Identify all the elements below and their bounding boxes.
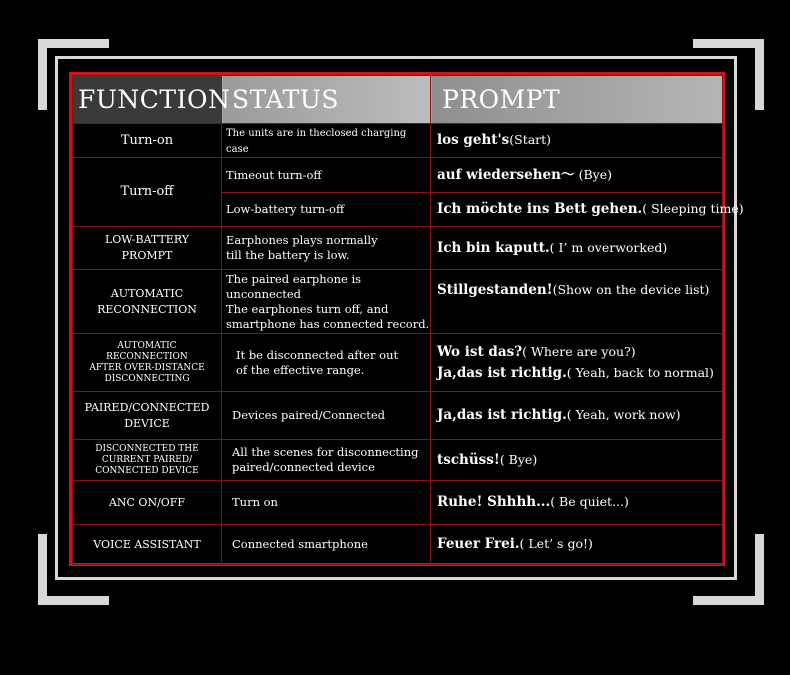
- status-line: till the battery is low.: [226, 248, 350, 262]
- function-line: PAIRED/CONNECTED: [84, 400, 210, 414]
- function-cell: [73, 334, 222, 392]
- prompt-cell: [431, 392, 723, 440]
- status-cell: [222, 334, 431, 392]
- prompt-cell: [431, 158, 723, 193]
- table-row: [73, 158, 723, 193]
- status-cell: [222, 270, 431, 334]
- function-cell: [73, 270, 222, 334]
- status-cell: Low-battery turn-off: [222, 193, 431, 227]
- table-row: [73, 392, 723, 440]
- prompt-cell: [431, 270, 723, 334]
- status-cell: Devices paired/Connected: [222, 392, 431, 440]
- status-cell: [222, 124, 431, 158]
- prompt-german: Stillgestanden!: [437, 282, 553, 298]
- prompt-german: los geht's: [437, 132, 510, 148]
- prompt-german: tschüss!: [437, 451, 500, 468]
- status-line: All the scenes for disconnecting: [232, 445, 419, 459]
- function-line: AFTER OVER-DISTANCE: [89, 362, 205, 373]
- function-line: AUTOMATIC: [110, 286, 184, 300]
- table-row: [73, 270, 723, 334]
- prompt-german: Ruhe! Shhhh...: [437, 494, 551, 510]
- prompt-english: ( Let’ s go!): [519, 536, 593, 551]
- status-line: Earphones plays normally: [226, 233, 378, 247]
- function-cell: VOICE ASSISTANT: [73, 525, 222, 565]
- status-cell: Turn on: [222, 481, 431, 525]
- prompt-english: ( Bye): [499, 451, 538, 467]
- prompt-english: (Start): [509, 132, 552, 147]
- table-row: [73, 481, 723, 525]
- prompt-cell: [431, 227, 723, 270]
- prompt-german: Feuer Frei.: [437, 536, 520, 552]
- prompt-cell: [431, 481, 723, 525]
- function-line: DISCONNECTING: [104, 373, 190, 384]
- status-line: The earphones turn off, and: [226, 301, 389, 316]
- function-cell: [73, 392, 222, 440]
- table-row: [73, 334, 723, 392]
- function-line: PROMPT: [121, 249, 173, 262]
- prompt-german: Ja,das ist richtig.: [437, 407, 567, 423]
- prompt-english: ( Yeah, work now): [566, 407, 681, 422]
- prompt-english: (Show on the device list): [552, 282, 710, 297]
- prompt-english: (Bye): [578, 166, 613, 182]
- prompt-german: Wo ist das?: [437, 343, 523, 360]
- header-row: [73, 76, 723, 124]
- function-cell: ANC ON/OFF: [73, 481, 222, 525]
- function-cell: [73, 440, 222, 481]
- header-status: STATUS: [222, 76, 431, 124]
- table-row: [73, 525, 723, 565]
- table-row: [73, 124, 723, 158]
- prompt-cell: [431, 193, 744, 227]
- prompt-cell: [431, 124, 723, 158]
- prompt-german: Ja,das ist richtig.: [437, 364, 567, 381]
- table-row: [73, 440, 723, 481]
- prompt-german: Ich bin kaputt.: [437, 239, 550, 256]
- prompt-german: Ich möchte ins Bett gehen.: [437, 201, 643, 217]
- status-cell: [222, 227, 431, 270]
- prompt-cell: [431, 525, 723, 565]
- function-line: AUTOMATIC RECONNECTION: [106, 340, 188, 362]
- prompt-english: ( I’ m overworked): [549, 239, 668, 255]
- prompt-cell: [431, 440, 723, 481]
- status-line: The paired earphone is unconnected: [226, 271, 362, 301]
- prompt-english: ( Yeah, back to normal): [566, 364, 714, 380]
- function-cell: [73, 227, 222, 270]
- voice-prompt-table: [72, 75, 744, 565]
- header-function: FUNCTION: [73, 76, 222, 124]
- prompt-english: ( Where are you?): [522, 343, 636, 359]
- status-line: of the effective range.: [236, 362, 365, 377]
- prompt-german: auf wiedersehen～: [437, 166, 575, 183]
- function-line: RECONNECTION: [97, 302, 197, 316]
- function-cell: Turn-on: [73, 124, 222, 158]
- status-line: It be disconnected after out: [236, 347, 399, 362]
- function-line: DISCONNECTED THE: [95, 443, 199, 454]
- status-line: paired/connected device: [232, 460, 375, 474]
- function-line: DEVICE: [124, 416, 170, 430]
- prompt-cell: [431, 334, 723, 392]
- function-line: LOW-BATTERY: [104, 233, 190, 246]
- header-prompt: PROMPT: [431, 76, 723, 124]
- status-cell: Timeout turn-off: [222, 158, 431, 193]
- table-row: [73, 227, 723, 270]
- prompt-english: ( Be quiet...): [550, 494, 629, 509]
- status-cell: Connected smartphone: [222, 525, 431, 565]
- status-text: The units are in theclosed charging case: [226, 127, 407, 155]
- status-line: smartphone has connected record.: [226, 316, 430, 331]
- function-line: CONNECTED DEVICE: [95, 465, 199, 476]
- status-cell: [222, 440, 431, 481]
- prompt-english: ( Sleeping time): [642, 201, 744, 216]
- function-line: CURRENT PAIRED/: [101, 454, 193, 465]
- function-cell: Turn-off: [73, 158, 222, 227]
